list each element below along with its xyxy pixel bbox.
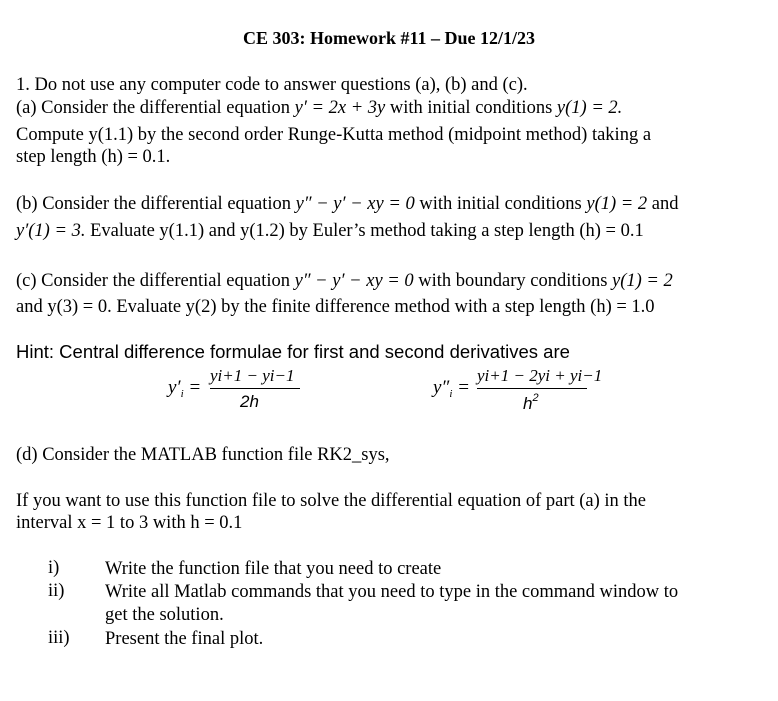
q1-intro: 1. Do not use any computer code to answer questions (a), (b) and (c). bbox=[16, 75, 528, 95]
part-a-equation: y′ = 2x + 3y bbox=[294, 98, 386, 118]
second-derivative-formula bbox=[433, 364, 603, 424]
part-b-line1 bbox=[16, 193, 678, 215]
part-d-line3: interval x = 1 to 3 with h = 0.1 bbox=[16, 513, 243, 533]
part-a-prefix: (a) Consider the differential equation bbox=[16, 98, 295, 118]
part-b-prefix: (b) Consider the differential equation bbox=[16, 194, 296, 214]
part-c-mid: with boundary conditions bbox=[413, 271, 613, 291]
part-b-initial-condition: y(1) = 2 bbox=[586, 194, 648, 214]
page-title: CE 303: Homework #11 – Due 12/1/23 bbox=[243, 28, 535, 48]
formula1-lhs: $y'_i$ = bbox=[168, 377, 202, 400]
part-b-derivative-condition: y′(1) = 3. bbox=[16, 221, 86, 241]
part-c-line2: and y(3) = 0. Evaluate y(2) by the finite difference method with a step length (h) = 1.0 bbox=[16, 297, 655, 317]
part-c-line1 bbox=[16, 270, 673, 292]
list-item-iii: Present the final plot. bbox=[105, 629, 264, 649]
part-a-line1 bbox=[16, 97, 622, 119]
list-item-ii: Write all Matlab commands that you need to type in the command window to bbox=[105, 582, 679, 602]
part-a-initial-condition: y(1) = 2. bbox=[556, 98, 623, 118]
list-item-ii-continuation: get the solution. bbox=[105, 605, 224, 625]
formula1-numerator: yi+1 − yi−1 bbox=[210, 366, 295, 385]
list-marker-ii: ii) bbox=[48, 581, 65, 601]
list-marker-iii: iii) bbox=[48, 628, 70, 648]
part-c-boundary-condition: y(1) = 2 bbox=[612, 271, 673, 291]
part-d-line2: If you want to use this function file to solve the differential equation of part (a) in the bbox=[16, 491, 647, 511]
part-a-mid: with initial conditions bbox=[385, 98, 557, 118]
first-derivative-formula bbox=[168, 364, 308, 424]
part-c-equation: y″ − y′ − xy = 0 bbox=[294, 271, 414, 291]
part-a-line2: Compute y(1.1) by the second order Runge-Kutta method (midpoint method) taking a bbox=[16, 125, 652, 145]
formula2-lhs: $y''_i$ = bbox=[433, 377, 470, 400]
part-b-end: and bbox=[647, 194, 679, 214]
formula1-fraction-bar bbox=[210, 388, 300, 389]
part-b-line2 bbox=[16, 220, 644, 242]
part-b-mid: with initial conditions bbox=[414, 194, 587, 214]
formula2-denominator: $h^2$ bbox=[523, 392, 539, 413]
list-marker-i: i) bbox=[48, 558, 60, 578]
part-d-line1: (d) Consider the MATLAB function file RK2_sys, bbox=[16, 445, 390, 465]
hint-text: Hint: Central difference formulae for first and second derivatives are bbox=[16, 341, 570, 362]
formula1-denominator: 2h bbox=[240, 392, 259, 411]
part-a-line3: step length (h) = 0.1. bbox=[16, 147, 171, 167]
part-b-equation: y″ − y′ − xy = 0 bbox=[295, 194, 415, 214]
formula2-numerator: yi+1 − 2yi + yi−1 bbox=[477, 366, 603, 385]
formula2-fraction-bar bbox=[477, 388, 587, 389]
part-b-line2-rest: Evaluate y(1.1) and y(1.2) by Euler’s method taking a step length (h) = 0.1 bbox=[85, 221, 644, 241]
part-c-prefix: (c) Consider the differential equation bbox=[16, 271, 295, 291]
list-item-i: Write the function file that you need to create bbox=[105, 559, 442, 579]
